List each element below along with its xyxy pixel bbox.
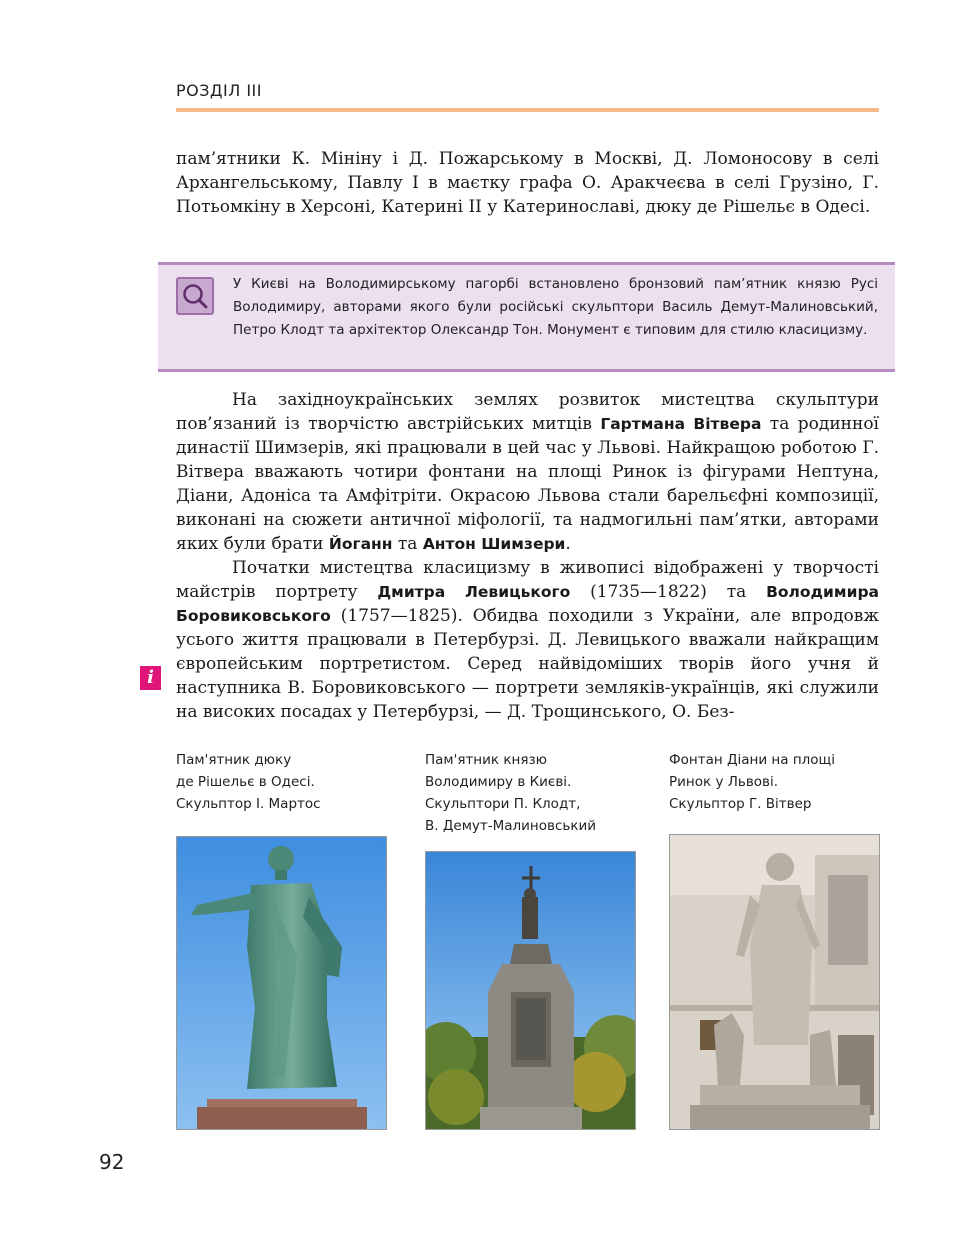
name-anton-schimser: Антон Шимзери <box>422 535 566 553</box>
paragraph-sculpture-lviv <box>176 388 879 556</box>
photo-richelieu-monument <box>176 836 387 1130</box>
photo-volodymyr-monument <box>425 851 636 1130</box>
name-johann: Йоганн <box>328 535 393 553</box>
paragraph-painting <box>176 556 879 724</box>
magnifier-icon <box>176 277 214 315</box>
caption-volodymyr: Пам'ятник князю Володимиру в Києві. Скульптори П. Клодт, В. Демут-Малиновський <box>425 752 597 834</box>
text-run: . <box>565 534 571 554</box>
photo-diana-fountain <box>669 834 880 1130</box>
text-run: На західноукраїнських землях розвиток мистецтва скульптури пов’язаний із творчістю австрійських митців <box>176 390 879 434</box>
text-run: та <box>392 534 423 554</box>
section-header: РОЗДІЛ ІІІ <box>176 81 262 100</box>
caption-diana: Фонтан Діани на площі Ринок у Львові. Скульптор Г. Вітвер <box>669 752 835 812</box>
text-run: (1735—1822) та <box>570 582 767 602</box>
header-rule <box>176 108 879 112</box>
name-levytskyi: Дмитра Левицького <box>377 583 571 601</box>
name-borovykovskyi: Володимира Боровиковського <box>176 583 880 625</box>
text-run: та родинної династії Шимзерів, які працювали в цей час у Львові. Найкращою роботою Г. Вітвера вважають чотири фонтани на площі Ринок із фігурами Нептуна, Діани, Адоніса та Амфітріти. Окрасою Львова стали барельєфні композиції, виконані на сюжети античної міфології, та надмогильні пам’ятки, авторами яких були брати <box>176 414 879 554</box>
note-box <box>158 262 895 372</box>
page-number: 92 <box>99 1150 125 1174</box>
info-icon: i <box>140 666 161 690</box>
name-hartman-witwer: Гартмана Вітвера <box>600 415 762 433</box>
caption-richelieu: Пам'ятник дюку де Рішельє в Одесі. Скульптор І. Мартос <box>176 752 321 812</box>
text-run: (1757—1825). Обидва походили з України, але впродовж усього життя працювали в Петербурзі. Д. Левицького вважали найкращим європейським портретистом. Серед найвідоміших творів його учня й наступника В. Боровиковського — портрети земляків-українців, які служили на високих посадах у Петербурзі, — Д. Трощинського, О. Без- <box>176 606 879 722</box>
note-text: У Києві на Володимирському пагорбі встановлено бронзовий пам’ятник князю Русі Володимиру, авторами якого були російські скульптори Василь Демут-Малиновський, Петро Клодт та архітектор Олександр Тон. Монумент є типовим для стилю класицизму. <box>233 276 878 338</box>
text-run: Початки мистецтва класицизму в живописі відображені у творчості майстрів портрету <box>176 558 879 602</box>
intro-paragraph: пам’ятники К. Мініну і Д. Пожарському в Москві, Д. Ломоносову в селі Архангельському, Павлу І в маєтку графа О. Аракчеєва в селі Грузіно, Г. Потьомкіну в Херсоні, Катерині ІІ у Катеринославі, дюку де Рішельє в Одесі. <box>176 149 879 217</box>
